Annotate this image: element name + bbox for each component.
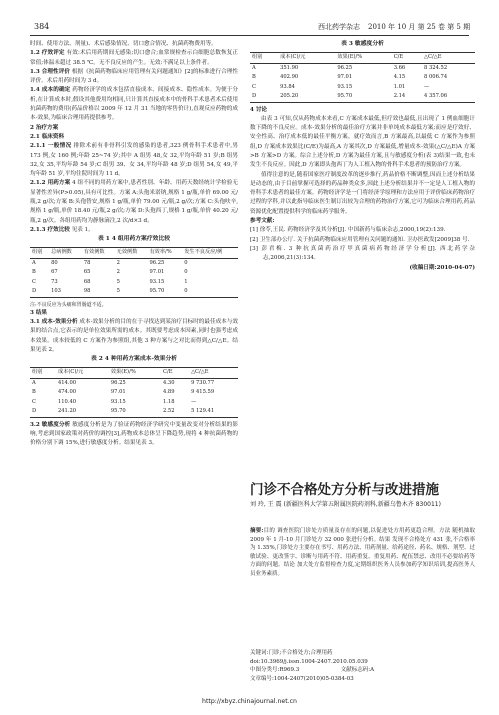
reference-item: [1] 徐苓,王民. 药物经济学及其分析[J]. 中国新药与临床杂志,2000,19(2):139. (250, 227, 446, 234)
table2-caption: 表 2 4 种用药方案成本-效果分析 (90, 356, 178, 363)
text: 4 组不同的用药方案中,患者性别、年龄、用药天数经统计学检验无显著性差异(P>0.05),具有可比性。方案 A:头孢米诺钠,规格 1 g/瓶,单价 69.00 元/瓶,2 g/次;方案 B:头孢替安,规格 1 g/瓶,单价 79.00 元/瓶,2 g/次;方案 C:头孢呋辛,规格 1 g/瓶,单价 18.40 元/瓶,2 g/次;方案 D:头孢西丁,规格 1 g/瓶,单价 40.20 元/瓶,2 g/次。各组用药均为静脉滴注,2 次/d×3 d。 (30, 180, 238, 224)
table-cell: 0 (184, 259, 188, 266)
table-cell: 95.70 (337, 93, 353, 99)
table-cell: 2 (116, 259, 120, 266)
table-cell: 351.90 (280, 64, 299, 71)
table-cell: 97.01 (110, 389, 126, 396)
table-cell: B (252, 74, 256, 80)
section-4-heading: 4 讨论 (250, 106, 268, 113)
left-column (30, 40, 238, 449)
table-cell: 4.15 (393, 74, 406, 80)
table-cell: 2.52 (162, 408, 175, 415)
table-row (250, 83, 475, 93)
heading: 3.2 敏感度分析 (30, 421, 71, 428)
table-cell: A (32, 379, 36, 386)
text: 成本-效果分析的目的在于寻找达到某治疗目标时的最佳成本与效果的结合点,它表示的是单位效果所需的成本。其既要考虑成本因素,同时也强考虑成本效果。成本较低的 C 方案作为参照组,其他 3 种方案与之对比而得到△C/△E。结果见表 2。 (30, 319, 238, 353)
table-row (30, 278, 238, 288)
heading: 2.1.1 一般情况 (30, 143, 72, 150)
table-cell: 65 (83, 269, 91, 276)
table-cell: 5 (116, 278, 120, 285)
table-cell: 1 (184, 278, 188, 285)
table-cell: C (252, 83, 256, 90)
section-3-heading: 3 结果 (30, 309, 48, 316)
table-cell: 97.01 (149, 269, 165, 276)
article-authors: 刘 玲, 王 震 (新疆医科大学第五附属医院药剂科,新疆乌鲁木齐 830011) (250, 501, 441, 508)
classification-line (250, 666, 475, 675)
table-row (30, 407, 238, 417)
table-cell: — (424, 83, 430, 90)
table-cell: 9 730.77 (191, 379, 215, 386)
table1 (30, 247, 238, 298)
table-cell: 241.20 (57, 408, 77, 415)
section-2-1-3 (30, 226, 238, 235)
section-3-1 (30, 318, 238, 355)
discussion-paragraph: 由表 3 可知,仅从药物成本来看,C 方案成本最低,但疗效也最低,且出现了 1 例血细胞计数下降的不良反应。成本-效果分析的最佳治疗方案并非单纯成本最低方案;而应是疗效好、安全性高、治疗成本低的最佳平衡方案。就疗效而言,B 方案最高,以最低 C 方案作为参照组,D 方案成本效果比(C/E)为最高,A 方案其次,D 方案最低,增量成本-效果(△C/△E)A 方案>B 方案>D 方案。综合上述分析,D 方案为最佳方案,且与敏感度分析(表 3)结果一致,也未发生不良反应。因此,D 方案即头孢西丁为人工植入物的骨科手术患者的预防治疗方案。 (250, 115, 475, 169)
section-1-2 (30, 49, 238, 68)
table-row (250, 92, 475, 102)
table-cell: — (191, 398, 197, 405)
table1-note: 注:不良反应为头痛和胃肠道不适。 (30, 301, 107, 308)
page-number: 384 (34, 22, 50, 31)
table-cell: 73 (51, 278, 58, 285)
text: 见表 1。 (71, 226, 94, 233)
references-heading: 参考文献: (250, 218, 275, 225)
table-cell: 93.15 (110, 398, 126, 405)
table-row (250, 73, 475, 83)
document-code: 文献标志码:A (340, 667, 375, 674)
table-cell: 0 (184, 269, 188, 276)
table-header: 发生不良反应/例 (184, 249, 223, 256)
table-cell: 96.25 (149, 259, 165, 266)
table-cell: 4 357.06 (424, 93, 448, 99)
table-header: 有效率/% (149, 249, 172, 256)
table-header: 有效例数 (83, 249, 105, 256)
text: 药物经济学的成本包括直接成本、间接成本、隐性成本。为便于分析,在计算成本时,假设其他费用均相同,只计算其直接成本中的骨科手术患者术后使用抗菌药物的费用(药品价格以 2009 年 12 月 31 当地的零售价计),直观反应药物的成本-效果,为临床合理用药提供参考。 (30, 87, 238, 122)
table-cell: 4.89 (162, 389, 175, 396)
table-cell: 103 (51, 288, 61, 295)
text: 排除术前有非骨科引发的感染的患者,323 例骨科手术患者中,男 173 例,女 160 例;年龄 25~74 岁;其中 A 组男 48,女 32,平均年龄 51 岁;B 组男 32,女 35,平均年龄 54 岁;C 组男 39、女 34,平均年龄 48 岁;D 组男 54,女 49,平均年龄 51 岁,平均住院时间为 11 d。 (30, 143, 238, 178)
table-header: 组别 (32, 249, 43, 256)
table-header-row (30, 248, 238, 259)
text: 根据《抗菌药物临床应用管理有关问题通知》[2]的标准进行合理性评价。术后用药时间为 3 d。 (30, 68, 238, 85)
table-cell: D (32, 408, 37, 415)
table-cell: 93.15 (149, 278, 165, 285)
section-1-4 (30, 86, 238, 123)
table-row (30, 287, 238, 297)
table-row (250, 63, 475, 73)
table-header: 组别 (32, 369, 43, 376)
doi: doi:10.3969/j.issn.1004-2407.2010.05.039 (250, 658, 368, 665)
reference-item: [2] 卫生部办公厅. 关于抗菌药物临床应用管理有关问题的通知. 卫办医政发[2009]38 号. (250, 236, 470, 243)
table-cell: 93.84 (280, 83, 295, 90)
table-cell: A (32, 259, 36, 266)
table-cell: C (32, 278, 36, 285)
table-header: 无效例数 (116, 249, 138, 256)
table-cell: 1.01 (393, 83, 406, 90)
table-cell: 95.70 (149, 288, 165, 295)
clc-number: 中图分类号:R969.3 (250, 667, 300, 674)
table-cell: 95.70 (110, 408, 126, 415)
table-cell: 67 (51, 269, 58, 276)
table-cell: 110.40 (57, 398, 77, 405)
journal-issue: 2010 年 10 月 第 25 卷 第 5 期 (368, 23, 471, 31)
table-header: 总病例数 (51, 249, 72, 256)
table-header-row (250, 53, 475, 64)
heading: 1.2 疗效评定 (30, 50, 65, 57)
right-column (250, 40, 475, 273)
table-row (30, 258, 238, 268)
paragraph: 时间、使用方法、剂量)、术后感染情况、切口愈合情况、抗菌药物费用等。 (30, 41, 217, 47)
table-cell: D (32, 288, 37, 295)
table-header-row (30, 368, 238, 379)
table-cell: 205.20 (280, 93, 299, 99)
table-cell: 2 (116, 269, 120, 276)
table-cell: 97.01 (337, 74, 353, 80)
journal-name: 西北药学杂志 (318, 23, 360, 31)
article-title: 门诊不合格处方分析与改进措施 (250, 482, 439, 498)
table-cell: A (252, 64, 256, 71)
table-header: C/E (162, 369, 173, 376)
table-cell: 96.25 (110, 379, 126, 386)
text: 敏感度分析是为了验证药物经济学研究中变量改变对分析结果的影响,考虑到国家政策对药价的调控[3],药物成本总体呈下降趋势,现将 4 种抗菌药物的价格分别下调 15%,进行敏感度分析。结果见表 3。 (30, 421, 238, 447)
table-cell: 8 324.52 (424, 64, 448, 71)
table-row (30, 268, 238, 278)
table1-caption: 表 1 4 组用药方案疗效比较 (97, 236, 171, 243)
table-cell: 5 129.41 (191, 408, 215, 415)
table-cell: B (32, 269, 36, 276)
heading: 1.4 成本的确定 (30, 87, 71, 94)
table-cell: 68 (83, 278, 91, 285)
discussion-paragraph: 值得注意的是,随着国家医疗制度改革的逐步推行,药品价格不断调整,因而上述分析结果是动态的,由于目前掌握可选择的药品种类众多,因此上述分析结果并不一定是人工植入物的骨科手术患者的最佳方案。药物经济学是一门将经济学原理和方法应用于评价临床药物治疗过程的学科,并以此指导临床医生制订出较为合理的药物治疗方案,它可为临床合理用药,药品资源优化配置提供科学的临床药学服务。 (250, 171, 475, 215)
table-cell: 9 415.59 (191, 389, 215, 396)
table-row (30, 398, 238, 408)
received-date: (收稿日期:2010-04-07) (409, 264, 475, 271)
table-cell: 93.15 (337, 83, 353, 90)
heading: 3.1 成本-效果分析 (30, 319, 78, 326)
table-cell: B (32, 389, 36, 396)
section-2-1-1 (30, 142, 238, 179)
article-number: 文章编号:1004-2407(2010)05-0384-03 (250, 675, 354, 682)
table-row (30, 378, 238, 388)
heading: 2.1.2 用药方案 (30, 180, 71, 187)
heading: 1.3 合理性评价 (30, 68, 70, 75)
table-cell: 5 (116, 288, 120, 295)
table-cell: 474.00 (57, 389, 77, 396)
table-header: △C/△E (191, 369, 209, 376)
table2 (30, 367, 238, 418)
header-rule (30, 35, 469, 36)
section-1-3 (30, 68, 238, 87)
article-meta (250, 649, 475, 683)
table-cell: 4.30 (162, 379, 175, 386)
table3 (250, 52, 475, 103)
table-cell: 1.18 (162, 398, 175, 405)
article-abstract (250, 527, 475, 579)
table-header: △C/△E (424, 54, 442, 60)
table-header: 效果(E)/% (337, 54, 363, 60)
heading: 2.1.3 疗效比较 (30, 226, 70, 233)
table-header: 组别 (252, 54, 263, 60)
table-cell: 98 (83, 288, 91, 295)
text: 有效:术后用药期间无感染;切口愈合;血常规检查示白细胞总数恢复正常值;体温未超过 38.5 ℃。无不良反应的产生。无效:不满足以上条件者。 (30, 50, 239, 66)
section-2-1-2 (30, 179, 238, 225)
table-header: 成本(C)/元 (57, 369, 84, 376)
table-cell: 414.00 (57, 379, 77, 386)
section-2-1-heading: 2.1 临床资料 (30, 133, 65, 140)
section-2-heading: 2 治疗方案 (30, 124, 59, 131)
section-3-2 (30, 421, 238, 449)
table-cell: 8 006.74 (424, 74, 448, 80)
table-cell: 402.90 (280, 74, 299, 80)
table-cell: 80 (51, 259, 58, 266)
keywords: 关键词:门诊;不合格处方;合理用药 (250, 650, 333, 656)
table-cell: 3.66 (393, 64, 406, 71)
reference-item: [3] 彭君梅. 3 种抗真菌药治疗甲真菌病药物经济学分析[J]. 西北药学杂志,2006,21(3):134. (250, 245, 475, 262)
table-cell: D (252, 93, 257, 99)
table-cell: 96.25 (337, 64, 353, 71)
table-header: 成本(C)/元 (280, 54, 306, 60)
abstract-text: 目的 调查医院门诊处方质量及存在的问题,以促进处方用药更趋合理。方法 随机抽取 2009 年 1 月-10 月门诊处方 32 000 张进行分析。结果 发现不合格处方 431 张,不合格率为 1.35%,门诊处方主要存在书写、用药方法、用药剂量、给药途径、药名、规格、剂型、过敏试验、更改签字、诊断与用药不符、用药重复、重复用药、配伍禁忌、改用不必要给药等方面的问题。结论 加大处方监督检查力度,定期组织医务人员参加药学知识培训,提高医务人员业务素质。 (250, 528, 476, 577)
table-row (30, 388, 238, 398)
table3-caption: 表 3 敏感度分析 (341, 41, 384, 47)
table-header: C/E (393, 54, 404, 60)
table-header: 效果(E)/% (110, 369, 136, 376)
table-cell: 0 (184, 288, 188, 295)
footer-url: http://xbyz.chinajournal.net.cn (202, 698, 297, 705)
table-cell: C (32, 398, 36, 405)
table-cell: 2.14 (393, 93, 406, 99)
reference-list (250, 226, 475, 263)
table-cell: 78 (83, 259, 91, 266)
abstract-label: 摘要: (250, 528, 264, 534)
